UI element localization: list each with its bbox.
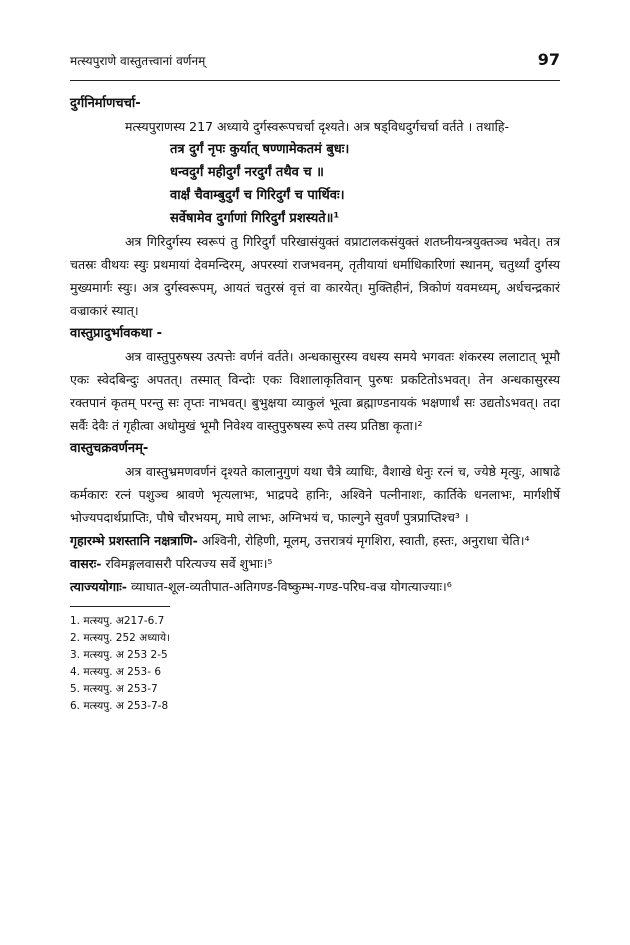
tyajya-paragraph (70, 575, 560, 598)
section-heading-vastu-origin: वास्तुप्रादुर्भावकथा - (70, 326, 163, 341)
tyajya-text: व्याघात-शूल-व्यतीपात-अतिगण्ड-विष्कुम्भ-गण्ड-परिघ-वज्र योगत्याज्याः।⁶ (130, 579, 452, 594)
griharambha-paragraph (70, 529, 560, 552)
durga-paragraph: अत्र गिरिदुर्गस्य स्वरूपं तु गिरिदुर्गं परिखासंयुक्तं वप्राटालकसंयुक्तं शतघ्नीयन्त्रयुक्तञ्च भवेत्। तत्र चतस्रः वीथयः स्युः प्रथमायां देवमन्दिरम्, अपरस्यां राजभवनम्, तृतीयायां धर्माधिकारिणां स्थानम्, चतुर्थ्यां दुर्गस्य मुख्यमार्गः स्युः। अत्र दुर्गस्वरूपम्, आयतं चतुरस्रं वृत्तं वा कारयेत्। मुक्तिहीनं, त्रिकोणं यवमध्यम्, अर्धचन्द्रकारं वज्राकारं स्यात्। (70, 234, 560, 318)
footnote: 5. मत्स्यपु. अ 253-7 (70, 683, 158, 695)
verse-line: वार्क्षं चैवाम्बुदुर्गं च गिरिदुर्गं च पार्थिवः। (170, 188, 345, 203)
vastu-origin-paragraph: अत्र वास्तुपुरुषस्य उत्पत्तेः वर्णनं वर्तते। अन्धकासुरस्य वधस्य समये भगवतः शंकरस्य ललाटात् भूमौ एकः स्वेदबिन्दुः अपतत्। तस्मात् विन्दोः एकः विशालाकृतिवान् पुरुषः प्रकटितोऽभवत्। तेन अन्धकासुरस्य रक्तपानं कृतम् परन्तु सः तृप्तः नाभवत्। बुभुक्षया व्याकुलं भूत्वा ब्रह्माण्डनायकं भक्षणार्थं सः उद्यतोऽभवत्। तदा सर्वैः देवैः तं गृहीत्वा अधोमुखं भूमौ निवेश्य वास्तुपुरुषस्य रूपे तस्य प्रतिष्ठा कृता।² (70, 349, 560, 433)
vastu-chakra-paragraph: अत्र वास्तुभ्रमणवर्णनं दृश्यते कालानुगुणं यथा चैत्रे व्याधिः, वैशाखे धेनुः रत्नं च, ज्येष्ठे मृत्युः, आषाढे कर्मकारः रत्नं पशुञ्च श्रावणे भृत्यलाभः, भाद्रपदे हानिः, अश्विने पत्नीनाशः, कार्तिके धनलाभः, मार्गशीर्षे भोज्यपदार्थप्राप्तिः, पौषे चौरभयम्, माघे लाभः, अग्निभयं च, फाल्गुने सुवर्णं पुत्रप्राप्तिश्च³ । (70, 464, 560, 525)
running-header (70, 50, 560, 76)
header-divider (70, 80, 560, 81)
vasara-text: रविमङ्गलवासरौ परित्यज्य सर्वे शुभाः।⁵ (105, 556, 273, 571)
griharambha-text: अश्विनी, रोहिणी, मूलम्, उत्तरात्रयं मृगशिरा, स्वाती, हस्तः, अनुराधा चेति।⁴ (201, 533, 530, 548)
verse-block (170, 138, 560, 230)
section-heading-griharambha: गृहारम्भे प्रशस्तानि नक्षत्राणि- (70, 533, 198, 548)
main-text (70, 92, 560, 715)
verse-line: सर्वेषामेव दुर्गाणां गिरिदुर्गं प्रशस्यते॥¹ (170, 211, 340, 226)
section-heading-vastu-chakra: वास्तुचक्रवर्णनम्- (70, 441, 149, 456)
footnote: 1. मत्स्यपु. अ217-6.7 (70, 615, 165, 627)
section-heading-durga: दुर्गनिर्माणचर्चा- (70, 96, 141, 111)
section-heading-vasara: वासरः- (70, 556, 102, 571)
footnote-divider (70, 606, 170, 607)
header-title: मत्स्यपुराणे वास्तुतत्त्वानां वर्णनम् (70, 54, 206, 68)
verse-line: धन्वदुर्गं महीदुर्गं नरदुर्गं तथैव च ॥ (170, 165, 324, 180)
page-number: 97 (537, 50, 560, 69)
footnote: 4. मत्स्यपु. अ 253- 6 (70, 666, 162, 678)
footnotes (70, 613, 560, 715)
footnote: 3. मत्स्यपु. अ 253 2-5 (70, 649, 168, 661)
footnote: 6. मत्स्यपु. अ 253-7-8 (70, 700, 169, 712)
vasara-paragraph (70, 552, 560, 575)
durga-intro: मत्स्यपुराणस्य 217 अध्याये दुर्गस्वरूपचर्चा दृश्यते। अत्र षड्विधदुर्गचर्चा वर्तते । तथाहि- (125, 119, 509, 134)
section-heading-tyajya: त्याज्ययोगाः- (70, 579, 127, 594)
verse-line: तत्र दुर्गं नृपः कुर्यात् षण्णामेकतमं बुधः। (170, 142, 350, 157)
footnote: 2. मत्स्यपु. 252 अध्याये। (70, 632, 171, 644)
